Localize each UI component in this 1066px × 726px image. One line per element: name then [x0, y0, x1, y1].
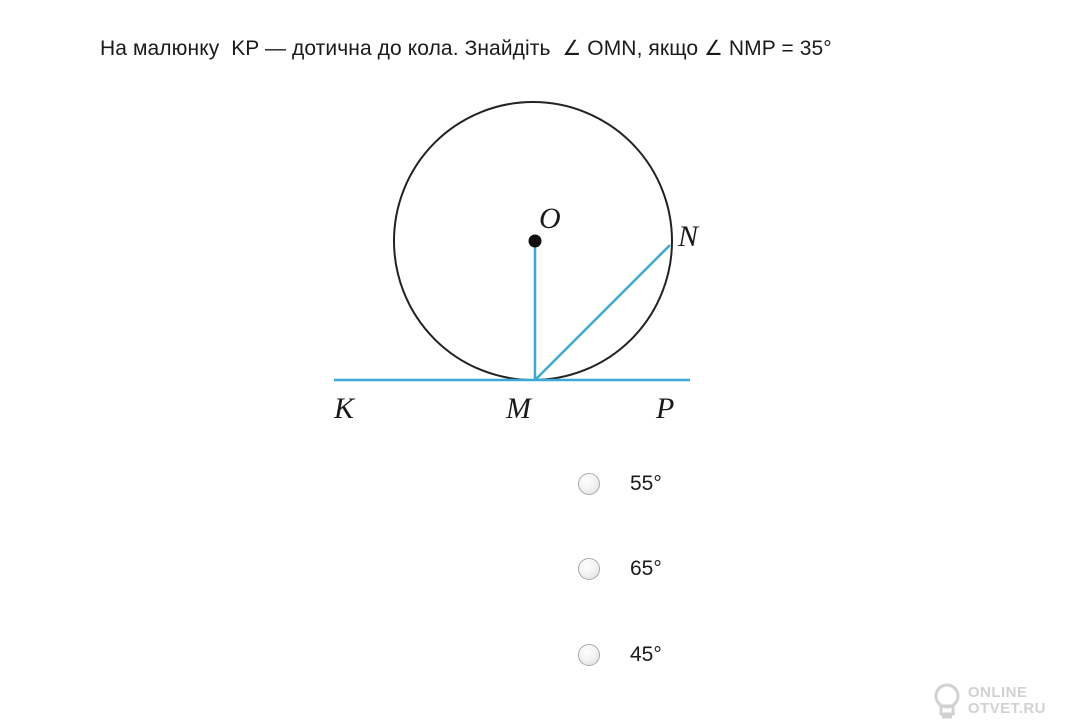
answer-option-1[interactable] — [578, 469, 662, 499]
label-p: P — [656, 392, 675, 425]
chord-mn — [535, 245, 670, 380]
watermark-line-1: ONLINE — [967, 684, 1028, 701]
option-label: 45° — [630, 643, 662, 666]
option-label: 65° — [630, 557, 662, 580]
answer-option-3[interactable] — [578, 640, 662, 670]
label-o: O — [539, 202, 561, 235]
lightbulb-icon — [932, 682, 962, 720]
label-k: K — [334, 392, 355, 425]
option-label: 55° — [630, 472, 662, 495]
radio-button[interactable] — [578, 558, 600, 580]
radio-button[interactable] — [578, 644, 600, 666]
question-text: На малюнку KP — дотична до кола. Знайдіть ∠ OMN, якщо ∠ NMP = 35° — [100, 37, 832, 60]
center-point-o — [529, 235, 542, 248]
label-n: N — [678, 220, 699, 253]
answer-option-2[interactable] — [578, 554, 662, 584]
watermark — [932, 682, 1046, 720]
radio-button[interactable] — [578, 473, 600, 495]
label-m: M — [506, 392, 531, 425]
watermark-line-2: OTVET.RU — [967, 700, 1046, 717]
